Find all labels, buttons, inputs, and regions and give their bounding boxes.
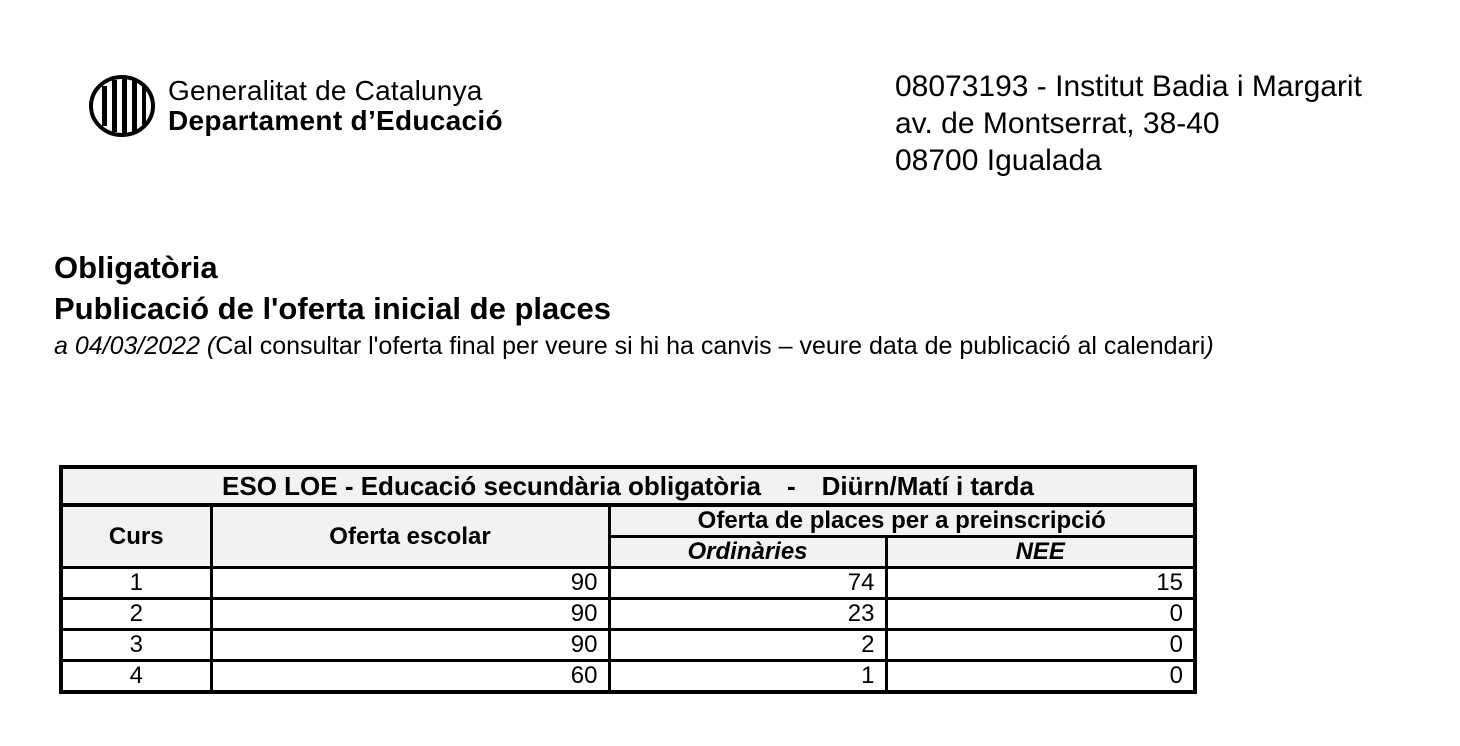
table-row	[61, 661, 1195, 693]
cell-oferta-escolar: 60	[211, 661, 609, 693]
caption-program: ESO LOE - Educació secundària obligatòria	[222, 470, 761, 501]
publication-date: a 04/03/2022 (	[54, 332, 216, 360]
cell-ordinaries: 2	[609, 630, 886, 661]
publication-note-close: )	[1205, 332, 1214, 360]
institution-address	[895, 68, 1362, 179]
caption-schedule: Diürn/Matí i tarda	[821, 470, 1034, 501]
cell-curs: 3	[61, 630, 211, 661]
caption-separator: -	[786, 470, 796, 501]
cell-nee: 0	[886, 661, 1195, 693]
header-ordinaries: Ordinàries	[609, 537, 886, 568]
cell-oferta-escolar: 90	[211, 630, 609, 661]
header-nee: NEE	[886, 537, 1195, 568]
cell-curs: 1	[61, 568, 211, 599]
institution-street: av. de Montserrat, 38-40	[895, 107, 1220, 140]
logo-line-generalitat: Generalitat de Catalunya	[168, 75, 483, 106]
table-caption	[61, 467, 1195, 505]
publication-note	[54, 329, 1214, 363]
cell-curs: 2	[61, 599, 211, 630]
table-row	[61, 630, 1195, 661]
cell-nee: 0	[886, 630, 1195, 661]
cell-ordinaries: 23	[609, 599, 886, 630]
document-titles	[54, 247, 1214, 363]
logo-line-department: Departament d’Educació	[168, 105, 503, 136]
header-oferta-escolar: Oferta escolar	[211, 505, 609, 568]
generalitat-emblem-icon	[88, 74, 156, 138]
cell-nee: 15	[886, 568, 1195, 599]
cell-oferta-escolar: 90	[211, 599, 609, 630]
header-curs: Curs	[61, 505, 211, 568]
publication-title: Publicació de l'oferta inicial de places	[54, 291, 611, 326]
institution-city: 08700 Igualada	[895, 144, 1102, 177]
places-offer-table	[59, 465, 1197, 694]
header-preinscripcio: Oferta de places per a preinscripció	[609, 505, 1195, 537]
level-title: Obligatòria	[54, 250, 218, 285]
generalitat-logo	[88, 74, 503, 138]
institution-name: 08073193 - Institut Badia i Margarit	[895, 70, 1362, 103]
cell-curs: 4	[61, 661, 211, 693]
cell-ordinaries: 74	[609, 568, 886, 599]
cell-ordinaries: 1	[609, 661, 886, 693]
cell-oferta-escolar: 90	[211, 568, 609, 599]
table-row	[61, 599, 1195, 630]
table-row	[61, 568, 1195, 599]
cell-nee: 0	[886, 599, 1195, 630]
publication-note-text: Cal consultar l'oferta final per veure si hi ha canvis – veure data de publicació al calendari	[215, 332, 1206, 360]
